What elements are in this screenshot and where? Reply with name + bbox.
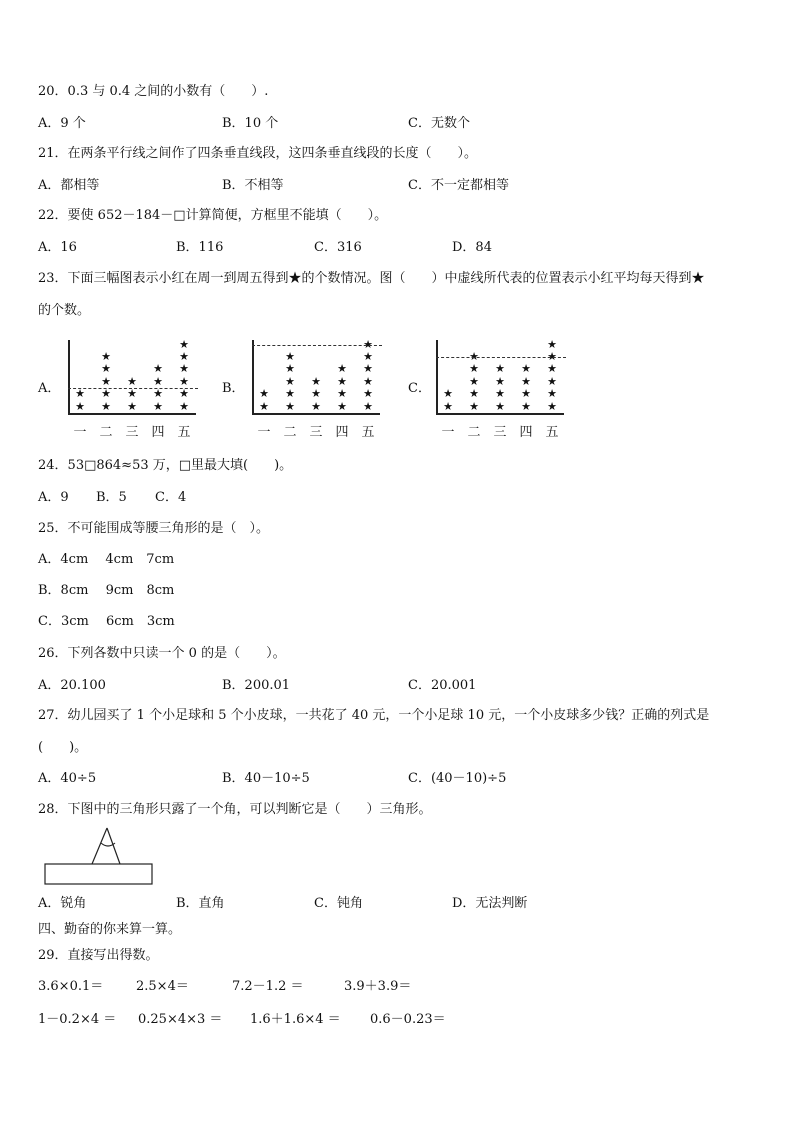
- q23-stem-line1: 23．下面三幅图表示小红在周一到周五得到★的个数情况。图（ ）中虚线所代表的位置表示小红平均每天得到★: [38, 271, 705, 286]
- star-icon: ★: [363, 350, 373, 364]
- star-icon: ★: [179, 399, 189, 413]
- star-icon: ★: [127, 399, 137, 413]
- star-icon: ★: [101, 374, 111, 388]
- star-icon: ★: [101, 387, 111, 401]
- star-icon: ★: [363, 374, 373, 388]
- star-icon: ★: [443, 399, 453, 413]
- star-icon: ★: [179, 374, 189, 388]
- q27-option-b[interactable]: B．40－10÷5: [222, 771, 310, 786]
- star-column: [99, 351, 113, 413]
- chart-y-axis: [68, 340, 70, 413]
- star-column: [441, 388, 455, 413]
- average-dashed-line: [252, 345, 382, 346]
- triangle-figure: [44, 826, 156, 888]
- star-icon: ★: [179, 337, 189, 351]
- star-icon: ★: [547, 337, 557, 351]
- chart-x-axis: [436, 413, 564, 415]
- star-icon: ★: [153, 399, 163, 413]
- calc-item[interactable]: 0.6－0.23＝: [370, 1012, 446, 1027]
- day-label: 一: [73, 425, 87, 440]
- q25-option-c[interactable]: C．3cm 6cm 3cm: [38, 614, 175, 629]
- q26-stem: 26．下列各数中只读一个 0 的是（ ）。: [38, 646, 286, 661]
- star-icon: ★: [547, 350, 557, 364]
- q23-option-a[interactable]: A．: [38, 381, 61, 396]
- day-label: 一: [441, 425, 455, 440]
- q23-stem-line2: 的个数。: [38, 303, 91, 318]
- star-icon: ★: [521, 374, 531, 388]
- q28-option-b[interactable]: B．直角: [176, 896, 225, 911]
- q28-stem: 28．下图中的三角形只露了一个角，可以判断它是（ ）三角形。: [38, 802, 432, 817]
- chart-y-axis: [252, 340, 254, 413]
- star-icon: ★: [311, 387, 321, 401]
- star-chart-c: [434, 337, 574, 440]
- star-icon: ★: [469, 350, 479, 364]
- day-label: 五: [177, 425, 191, 440]
- star-icon: ★: [127, 374, 137, 388]
- day-label: 三: [125, 425, 139, 440]
- day-label: 四: [519, 425, 533, 440]
- day-labels: [435, 421, 565, 440]
- day-label: 四: [151, 425, 165, 440]
- q21-option-b[interactable]: B．不相等: [222, 178, 284, 193]
- q28-option-d[interactable]: D．无法判断: [452, 896, 528, 911]
- average-dashed-line: [436, 357, 566, 358]
- q22-stem: 22．要使 652－184－□计算简便，方框里不能填（ ）。: [38, 208, 388, 223]
- day-labels: [251, 421, 381, 440]
- day-label: 五: [545, 425, 559, 440]
- section-title: 四、勤奋的你来算一算。: [38, 922, 182, 937]
- star-icon: ★: [495, 387, 505, 401]
- star-icon: ★: [521, 362, 531, 376]
- star-icon: ★: [285, 387, 295, 401]
- star-icon: ★: [75, 399, 85, 413]
- calc-item[interactable]: 2.5×4＝: [136, 979, 189, 994]
- q24-option-c[interactable]: C．4: [155, 490, 187, 505]
- star-column: [125, 376, 139, 413]
- q20-option-a[interactable]: A．9 个: [38, 116, 86, 131]
- calc-item[interactable]: 7.2－1.2 ＝: [232, 979, 304, 994]
- q23-option-b[interactable]: B．: [222, 381, 245, 396]
- star-icon: ★: [153, 387, 163, 401]
- day-label: 五: [361, 425, 375, 440]
- star-icon: ★: [259, 387, 269, 401]
- star-icon: ★: [363, 387, 373, 401]
- star-icon: ★: [363, 337, 373, 351]
- q22-option-d[interactable]: D．84: [452, 240, 492, 255]
- star-column: [335, 363, 349, 413]
- calc-item[interactable]: 1.6＋1.6×4 ＝: [250, 1012, 341, 1027]
- star-icon: ★: [495, 399, 505, 413]
- star-column: [73, 388, 87, 413]
- day-label: 三: [309, 425, 323, 440]
- q27-option-c[interactable]: C．(40－10)÷5: [408, 771, 507, 786]
- chart-x-axis: [252, 413, 380, 415]
- q27-stem-line1: 27．幼儿园买了 1 个小足球和 5 个小皮球，一共花了 40 元，一个小足球 10 元，一个小皮球多少钱？正确的列式是: [38, 708, 710, 723]
- q24-option-b[interactable]: B．5: [96, 490, 127, 505]
- star-icon: ★: [259, 399, 269, 413]
- day-label: 二: [283, 425, 297, 440]
- star-icon: ★: [547, 362, 557, 376]
- star-icon: ★: [101, 362, 111, 376]
- star-icon: ★: [337, 362, 347, 376]
- star-icon: ★: [521, 387, 531, 401]
- star-icon: ★: [285, 350, 295, 364]
- star-icon: ★: [547, 387, 557, 401]
- star-column: [545, 339, 559, 413]
- star-icon: ★: [285, 399, 295, 413]
- star-icon: ★: [547, 374, 557, 388]
- star-column: [177, 339, 191, 413]
- star-icon: ★: [469, 387, 479, 401]
- star-icon: ★: [153, 374, 163, 388]
- star-icon: ★: [179, 387, 189, 401]
- q25-option-b[interactable]: B．8cm 9cm 8cm: [38, 583, 175, 598]
- star-icon: ★: [337, 399, 347, 413]
- star-icon: ★: [179, 350, 189, 364]
- q20-stem: 20．0.3 与 0.4 之间的小数有（ ）.: [38, 84, 269, 99]
- star-icon: ★: [521, 399, 531, 413]
- star-icon: ★: [495, 362, 505, 376]
- q21-option-c[interactable]: C．不一定都相等: [408, 178, 509, 193]
- star-column: [309, 376, 323, 413]
- star-icon: ★: [285, 362, 295, 376]
- star-column: [467, 351, 481, 413]
- calc-item[interactable]: 3.9＋3.9＝: [344, 979, 412, 994]
- star-icon: ★: [311, 374, 321, 388]
- star-column: [257, 388, 271, 413]
- star-icon: ★: [311, 399, 321, 413]
- q26-option-a[interactable]: A．20.100: [38, 678, 106, 693]
- day-label: 三: [493, 425, 507, 440]
- star-icon: ★: [469, 399, 479, 413]
- star-icon: ★: [363, 362, 373, 376]
- q22-option-b[interactable]: B．116: [176, 240, 224, 255]
- q28-option-a[interactable]: A．锐角: [38, 896, 87, 911]
- star-icon: ★: [337, 387, 347, 401]
- star-icon: ★: [127, 387, 137, 401]
- q21-stem: 21．在两条平行线之间作了四条垂直线段，这四条垂直线段的长度（ ）。: [38, 146, 478, 161]
- q22-option-a[interactable]: A．16: [38, 240, 77, 255]
- q26-option-b[interactable]: B．200.01: [222, 678, 291, 693]
- star-icon: ★: [153, 362, 163, 376]
- star-icon: ★: [101, 399, 111, 413]
- chart-y-axis: [436, 340, 438, 413]
- calc-item[interactable]: 1－0.2×4 ＝: [38, 1012, 117, 1027]
- day-label: 二: [99, 425, 113, 440]
- star-column: [283, 351, 297, 413]
- star-icon: ★: [179, 362, 189, 376]
- q25-option-a[interactable]: A．4cm 4cm 7cm: [38, 552, 175, 567]
- q25-stem: 25．不可能围成等腰三角形的是（ ）。: [38, 521, 270, 536]
- star-icon: ★: [337, 374, 347, 388]
- q21-option-a[interactable]: A．都相等: [38, 178, 100, 193]
- q24-option-a[interactable]: A．9: [38, 490, 69, 505]
- star-icon: ★: [101, 350, 111, 364]
- day-label: 二: [467, 425, 481, 440]
- chart-x-axis: [68, 413, 196, 415]
- star-icon: ★: [495, 374, 505, 388]
- star-column: [361, 339, 375, 413]
- star-icon: ★: [285, 374, 295, 388]
- q27-stem-line2: ( )。: [38, 740, 88, 755]
- star-icon: ★: [469, 362, 479, 376]
- star-chart-b: [250, 337, 390, 440]
- q20-option-b[interactable]: B．10 个: [222, 116, 279, 131]
- calc-item[interactable]: 0.25×4×3 ＝: [138, 1012, 223, 1027]
- day-labels: [67, 421, 197, 440]
- star-column: [519, 363, 533, 413]
- calc-item[interactable]: 3.6×0.1＝: [38, 979, 104, 994]
- q22-option-c[interactable]: C．316: [314, 240, 362, 255]
- q24-stem: 24．53□864≈53 万，□里最大填( )。: [38, 458, 293, 473]
- day-label: 一: [257, 425, 271, 440]
- q27-option-a[interactable]: A．40÷5: [38, 771, 97, 786]
- average-dashed-line: [68, 388, 198, 389]
- star-icon: ★: [363, 399, 373, 413]
- day-label: 四: [335, 425, 349, 440]
- q23-option-c[interactable]: C．: [408, 381, 431, 396]
- q20-option-c[interactable]: C．无数个: [408, 116, 470, 131]
- star-column: [493, 363, 507, 413]
- q28-option-c[interactable]: C．钝角: [314, 896, 363, 911]
- star-icon: ★: [547, 399, 557, 413]
- star-chart-a: [66, 337, 206, 440]
- star-icon: ★: [443, 387, 453, 401]
- star-icon: ★: [469, 374, 479, 388]
- q26-option-c[interactable]: C．20.001: [408, 678, 477, 693]
- star-icon: ★: [75, 387, 85, 401]
- q29-stem: 29．直接写出得数。: [38, 948, 159, 963]
